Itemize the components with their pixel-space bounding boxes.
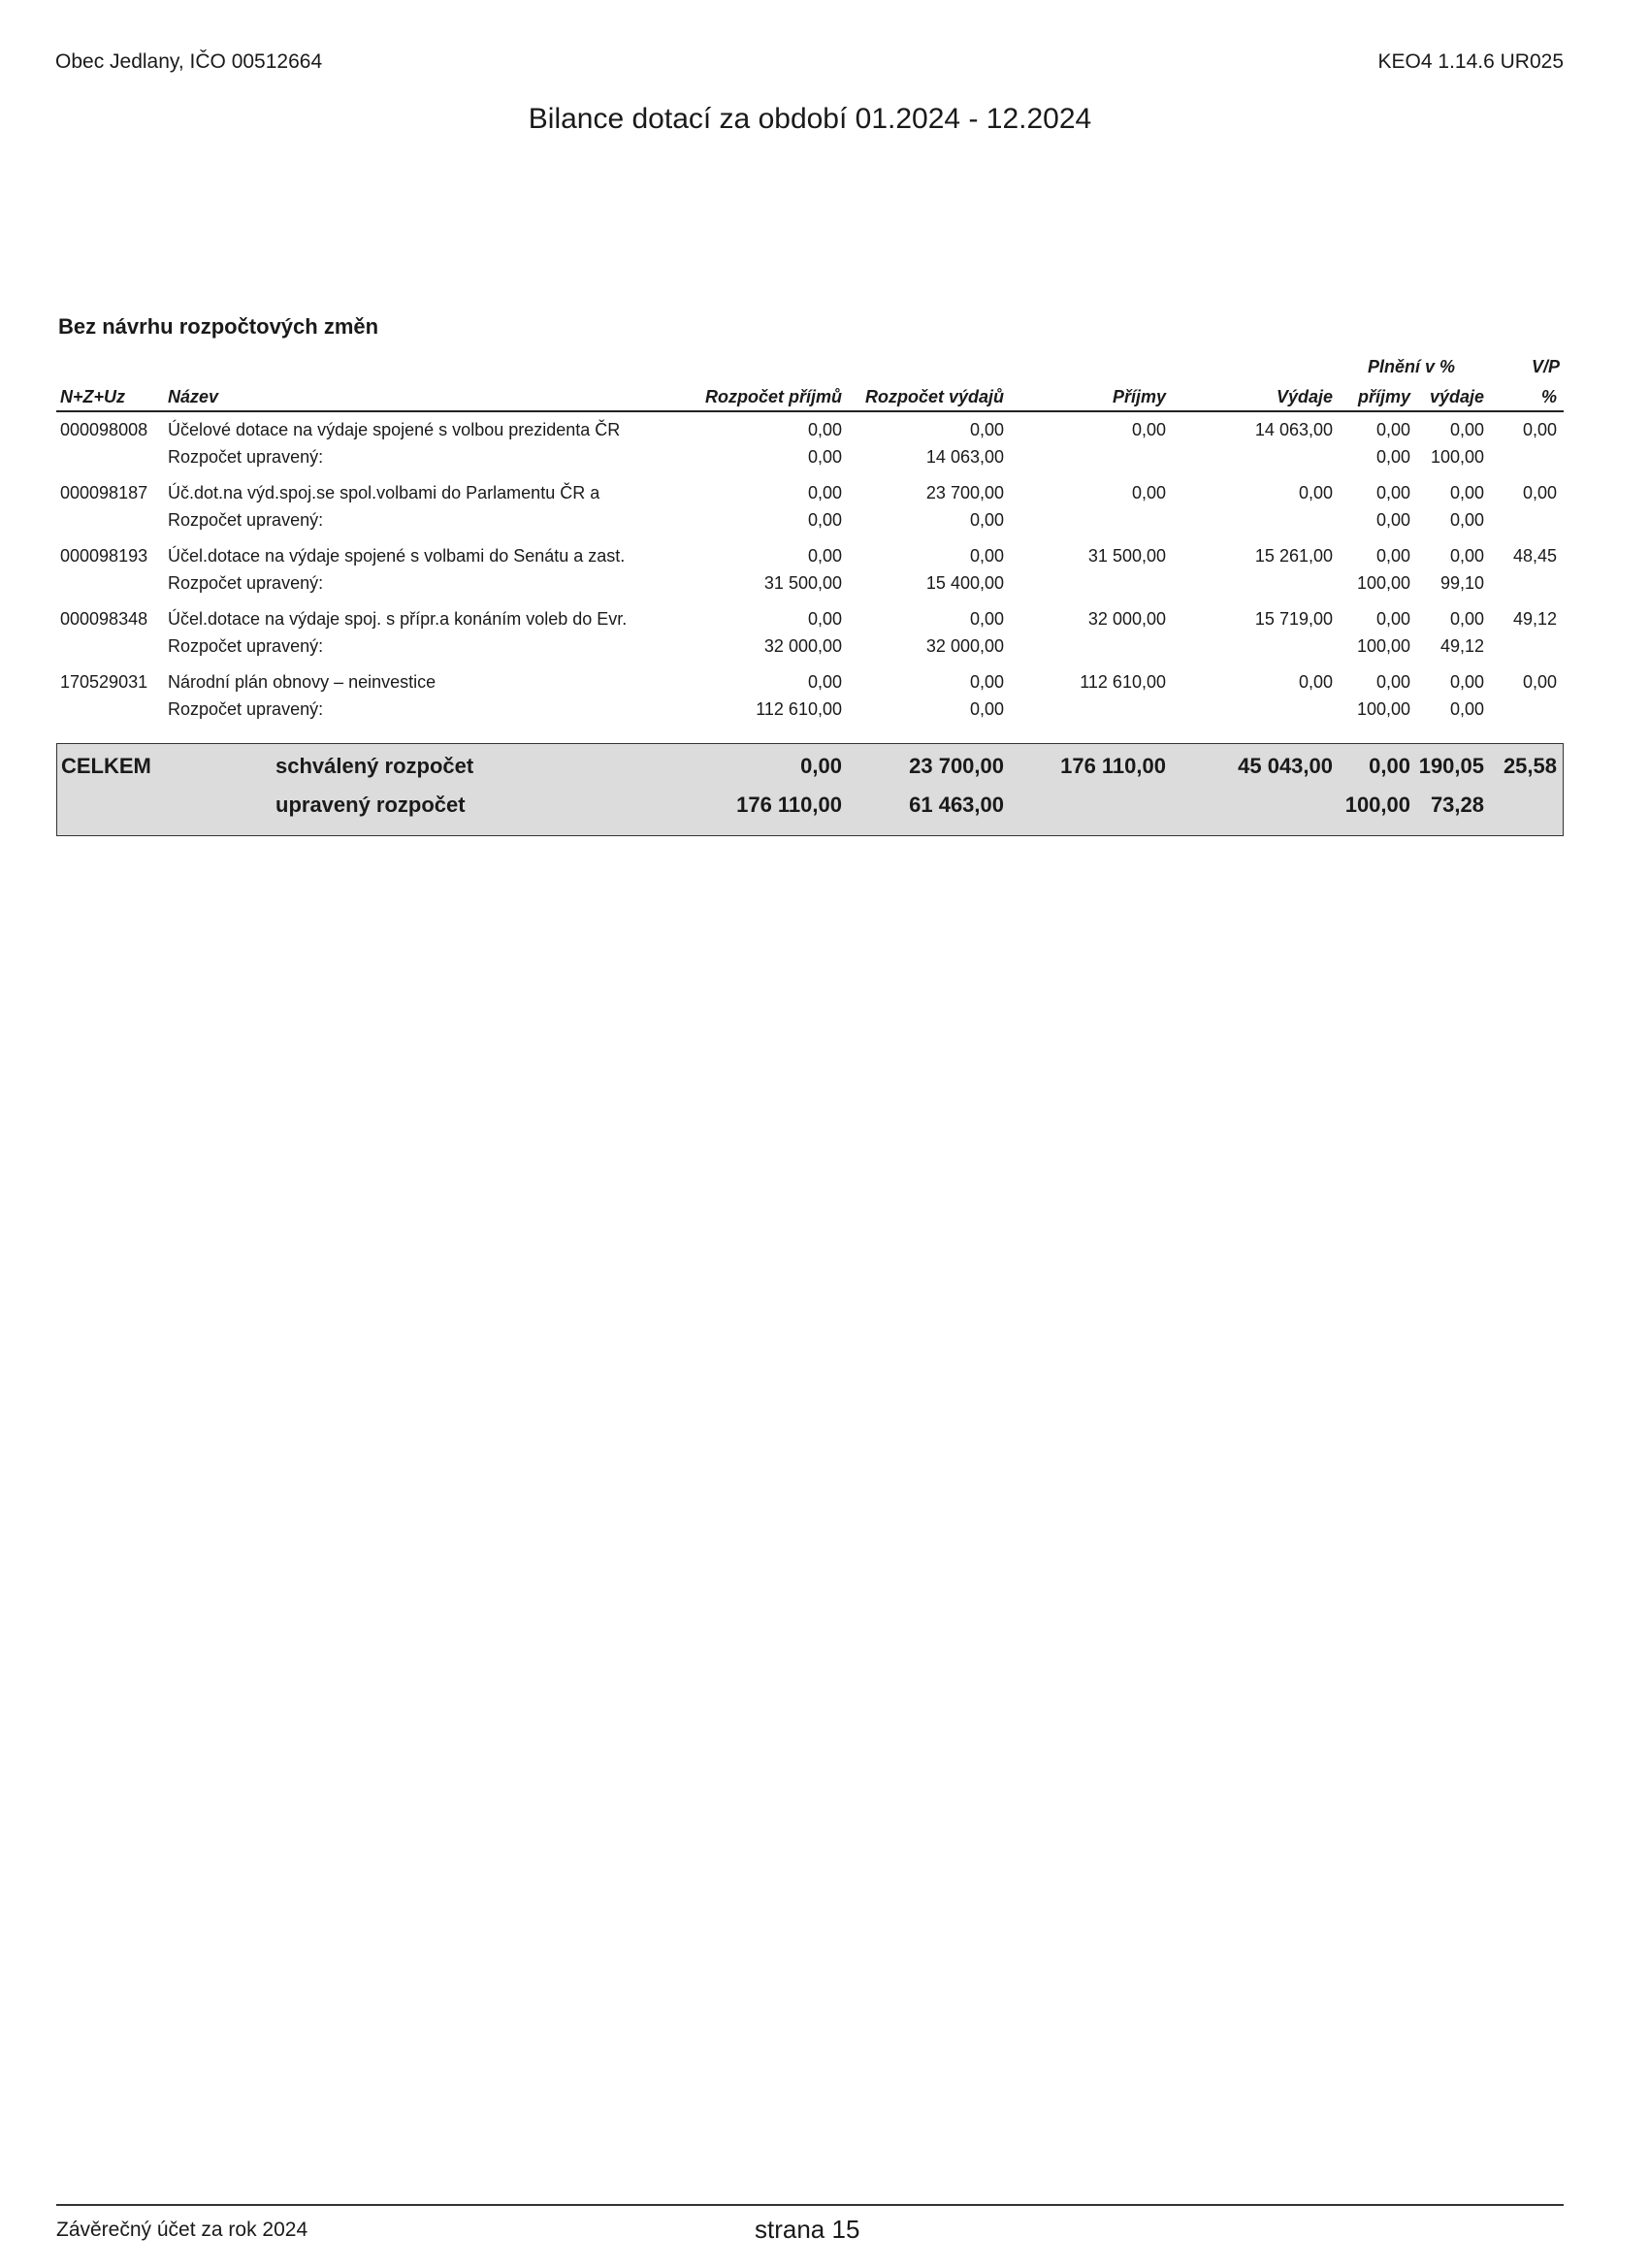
cell-vp: 0,00	[1522, 672, 1557, 692]
cell-upr-pl-prijmy: 100,00	[1356, 573, 1410, 593]
cell-vydaje: 15 719,00	[1254, 609, 1333, 629]
total-label: CELKEM	[61, 754, 151, 778]
cell-rozp-vydaju: 0,00	[969, 609, 1004, 629]
cell-rozp-prijmu: 0,00	[807, 420, 842, 439]
cell-vp: 0,00	[1522, 483, 1557, 502]
cell-name: Účel.dotace na výdaje spojené s volbami do Senátu a zast.	[168, 546, 626, 566]
header-plneni-vydaje: výdaje	[1429, 387, 1484, 406]
cell-rozp-prijmu: 0,00	[807, 546, 842, 566]
cell-pl-vydaje: 0,00	[1449, 483, 1484, 502]
cell-upr-prijmu: 32 000,00	[763, 636, 842, 656]
section-title: Bez návrhu rozpočtových změn	[58, 314, 379, 339]
header-vydaje: Výdaje	[1276, 387, 1333, 406]
cell-upr-label: Rozpočet upravený:	[168, 636, 324, 656]
cell-prijmy: 112 610,00	[1080, 672, 1166, 692]
cell-vp: 0,00	[1522, 420, 1557, 439]
cell-pl-prijmy: 0,00	[1375, 546, 1410, 566]
cell-vydaje: 15 261,00	[1254, 546, 1333, 566]
total-schvaleny-label: schválený rozpočet	[275, 754, 474, 778]
cell-pl-prijmy: 0,00	[1375, 483, 1410, 502]
cell-code: 000098187	[60, 483, 148, 502]
cell-prijmy: 0,00	[1131, 420, 1166, 439]
cell-code: 000098348	[60, 609, 148, 629]
footer-divider	[56, 2204, 1564, 2206]
header-vp-bottom: %	[1540, 387, 1557, 406]
total-vydaje: 45 043,00	[1238, 754, 1333, 778]
cell-upr-pl-vydaje: 49,12	[1439, 636, 1484, 656]
page-number: strana 15	[755, 2215, 860, 2244]
cell-vydaje: 0,00	[1298, 672, 1333, 692]
cell-vydaje: 14 063,00	[1254, 420, 1333, 439]
municipality-header: Obec Jedlany, IČO 00512664	[55, 50, 323, 73]
cell-pl-vydaje: 0,00	[1449, 420, 1484, 439]
cell-rozp-vydaju: 0,00	[969, 672, 1004, 692]
cell-name: Účelové dotace na výdaje spojené s volbou prezidenta ČR	[168, 420, 621, 439]
cell-prijmy: 0,00	[1131, 483, 1166, 502]
cell-upr-pl-vydaje: 100,00	[1430, 447, 1484, 467]
cell-rozp-vydaju: 0,00	[969, 420, 1004, 439]
total-upraveny-label: upravený rozpočet	[275, 793, 466, 817]
cell-code: 000098193	[60, 546, 148, 566]
cell-vydaje: 0,00	[1298, 483, 1333, 502]
cell-name: Národní plán obnovy – neinvestice	[168, 672, 436, 692]
cell-upr-pl-prijmy: 0,00	[1375, 510, 1410, 530]
cell-prijmy: 31 500,00	[1087, 546, 1166, 566]
cell-upr-vydaju: 0,00	[969, 510, 1004, 530]
cell-pl-prijmy: 0,00	[1375, 609, 1410, 629]
cell-upr-pl-prijmy: 100,00	[1356, 636, 1410, 656]
header-name: Název	[168, 387, 219, 406]
cell-pl-prijmy: 0,00	[1375, 420, 1410, 439]
total-schvaleny-plneni-prijmy: 0,00	[1369, 754, 1410, 778]
cell-pl-vydaje: 0,00	[1449, 672, 1484, 692]
cell-vp: 48,45	[1512, 546, 1557, 566]
cell-code: 170529031	[60, 672, 148, 692]
total-upraveny-plneni-prijmy: 100,00	[1344, 793, 1410, 817]
cell-upr-pl-prijmy: 100,00	[1356, 699, 1410, 719]
cell-pl-prijmy: 0,00	[1375, 672, 1410, 692]
cell-rozp-prijmu: 0,00	[807, 672, 842, 692]
cell-code: 000098008	[60, 420, 148, 439]
cell-upr-prijmu: 0,00	[807, 510, 842, 530]
cell-upr-label: Rozpočet upravený:	[168, 573, 324, 593]
cell-upr-prijmu: 31 500,00	[763, 573, 842, 593]
total-schvaleny-plneni-vydaje: 190,05	[1418, 754, 1484, 778]
total-upraveny-plneni-vydaje: 73,28	[1430, 793, 1484, 817]
header-prijmy: Příjmy	[1112, 387, 1166, 406]
cell-upr-pl-vydaje: 99,10	[1439, 573, 1484, 593]
cell-name: Účel.dotace na výdaje spoj. s přípr.a konáním voleb do Evr.	[168, 609, 628, 629]
cell-rozp-vydaju: 23 700,00	[925, 483, 1004, 502]
total-vp: 25,58	[1503, 754, 1557, 778]
header-plneni-group: Plnění v %	[1368, 357, 1456, 376]
cell-prijmy: 32 000,00	[1087, 609, 1166, 629]
total-schvaleny-vydaju: 23 700,00	[909, 754, 1004, 778]
header-rozpocet-vydaju: Rozpočet výdajů	[864, 387, 1004, 406]
cell-pl-vydaje: 0,00	[1449, 546, 1484, 566]
total-schvaleny-prijmu: 0,00	[800, 754, 842, 778]
report-code: KEO4 1.14.6 UR025	[1377, 50, 1564, 73]
total-upraveny-vydaju: 61 463,00	[909, 793, 1004, 817]
cell-upr-vydaju: 32 000,00	[925, 636, 1004, 656]
cell-upr-label: Rozpočet upravený:	[168, 699, 324, 719]
header-plneni-prijmy: příjmy	[1357, 387, 1410, 406]
total-prijmy: 176 110,00	[1060, 754, 1166, 778]
cell-upr-vydaju: 14 063,00	[925, 447, 1004, 467]
cell-vp: 49,12	[1512, 609, 1557, 629]
document-title: Bilance dotací za období 01.2024 - 12.2024	[528, 103, 1092, 135]
header-divider	[56, 410, 1564, 412]
cell-upr-prijmu: 112 610,00	[756, 699, 842, 719]
cell-rozp-prijmu: 0,00	[807, 483, 842, 502]
cell-upr-pl-prijmy: 0,00	[1375, 447, 1410, 467]
header-code: N+Z+Uz	[60, 387, 126, 406]
cell-rozp-prijmu: 0,00	[807, 609, 842, 629]
cell-upr-label: Rozpočet upravený:	[168, 447, 324, 467]
cell-upr-vydaju: 0,00	[969, 699, 1004, 719]
header-rozpocet-prijmu: Rozpočet příjmů	[704, 387, 842, 406]
footer-doc-name: Závěrečný účet za rok 2024	[56, 2219, 308, 2241]
header-vp-top: V/P	[1531, 357, 1560, 376]
cell-pl-vydaje: 0,00	[1449, 609, 1484, 629]
cell-rozp-vydaju: 0,00	[969, 546, 1004, 566]
cell-upr-vydaju: 15 400,00	[925, 573, 1004, 593]
cell-upr-pl-vydaje: 0,00	[1449, 699, 1484, 719]
cell-name: Úč.dot.na výd.spoj.se spol.volbami do Parlamentu ČR a	[168, 483, 600, 502]
cell-upr-prijmu: 0,00	[807, 447, 842, 467]
cell-upr-label: Rozpočet upravený:	[168, 510, 324, 530]
total-upraveny-prijmu: 176 110,00	[736, 793, 842, 817]
cell-upr-pl-vydaje: 0,00	[1449, 510, 1484, 530]
